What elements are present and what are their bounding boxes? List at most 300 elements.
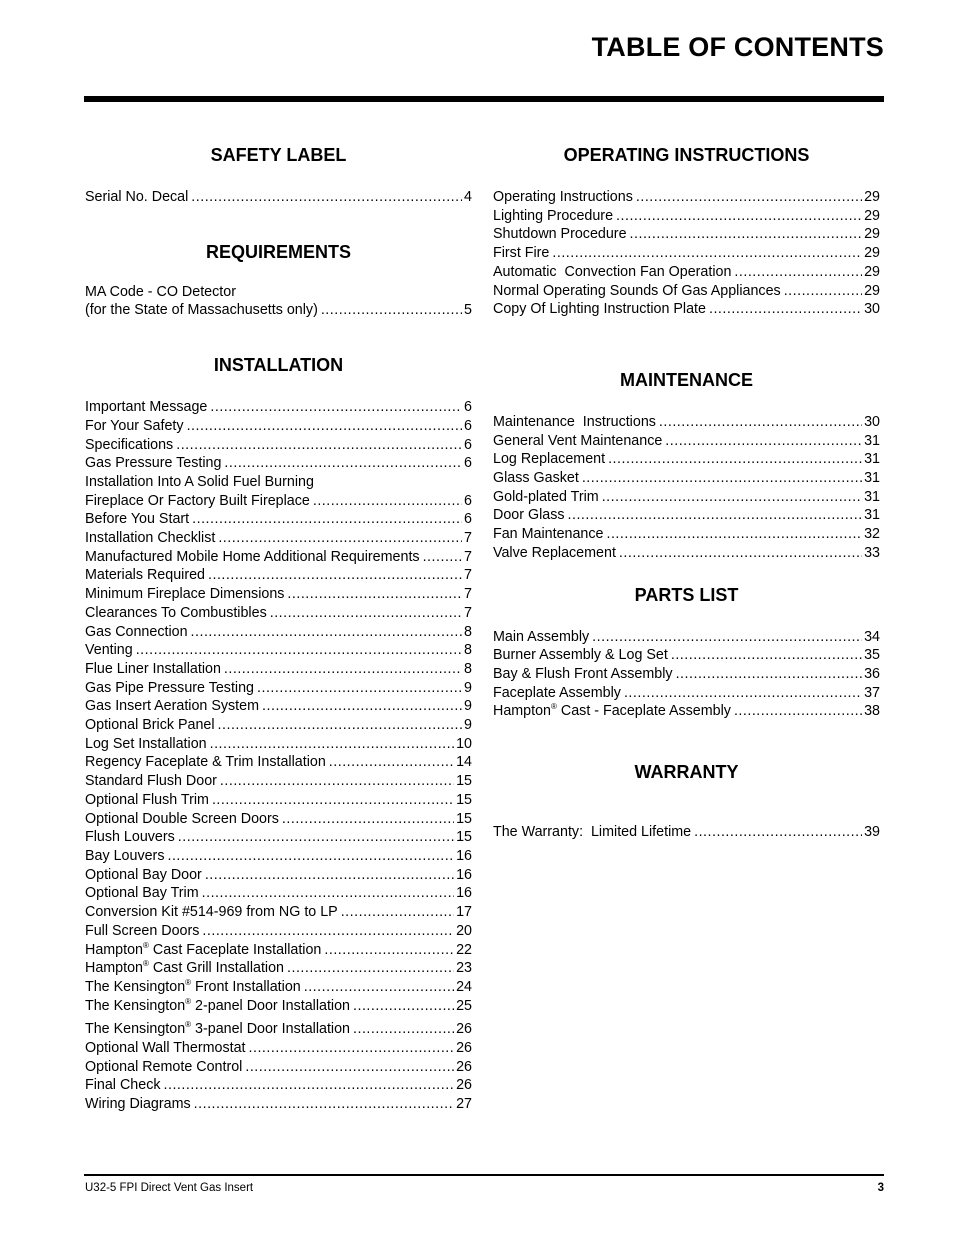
toc-entry[interactable] (493, 432, 880, 451)
toc-entry-title-text: Main Assembly (493, 628, 590, 645)
toc-entry-title-text: Normal Operating Sounds Of Gas Appliances (493, 282, 781, 299)
toc-entry-page: 8 (464, 642, 472, 659)
toc-entry-title (85, 679, 254, 698)
toc-entry-title (85, 417, 184, 436)
toc-entry-page: 35 (864, 647, 880, 664)
toc-entry[interactable] (493, 450, 880, 469)
toc-entry-title-text: Optional Remote Control (85, 1058, 243, 1075)
toc-entry-title (493, 684, 621, 703)
section-requirements (85, 237, 472, 320)
dot-leader (321, 301, 462, 320)
toc-entry-title-text: Faceplate Assembly (493, 684, 621, 701)
toc-entry-title (493, 413, 656, 432)
toc-entry-title (85, 772, 217, 791)
toc-entry-page: 10 (456, 735, 472, 752)
toc-entry-page: 25 (456, 997, 472, 1014)
toc-entry-page: 7 (464, 530, 472, 547)
toc-entry[interactable] (85, 398, 472, 417)
toc-entry-page: 14 (456, 754, 472, 771)
toc-entry-title (85, 660, 221, 679)
section-installation (85, 350, 472, 1114)
toc-entry-page: 6 (464, 399, 472, 416)
toc-entry-title-text: Final Check (85, 1077, 161, 1094)
toc-entry[interactable] (85, 529, 472, 548)
toc-entry-page: 26 (456, 1040, 472, 1057)
dot-leader (167, 847, 454, 866)
toc-entry[interactable] (493, 684, 880, 703)
toc-entry-title (85, 716, 215, 735)
toc-entry[interactable] (85, 1095, 472, 1114)
toc-entry-page: 34 (864, 628, 880, 645)
toc-entry[interactable] (85, 828, 472, 847)
toc-entry-title-text: Hampton (493, 703, 552, 720)
toc-entry[interactable] (493, 506, 880, 525)
toc-entry-title-rest: 2-panel Door Installation (191, 997, 351, 1014)
toc-list (85, 398, 472, 1114)
toc-entry-page: 15 (456, 791, 472, 808)
toc-entry (85, 473, 472, 492)
toc-entry-title-text: Optional Bay Door (85, 866, 202, 883)
dot-leader (262, 697, 462, 716)
toc-entry-page: 6 (464, 417, 472, 434)
toc-entry-title-text: Installation Into A Solid Fuel Burning (85, 473, 314, 490)
toc-entry-page: 22 (456, 941, 472, 958)
dot-leader (224, 454, 462, 473)
toc-entry-page: 31 (864, 432, 880, 449)
toc-entry-title-text: For Your Safety (85, 417, 184, 434)
registered-mark: ® (143, 940, 149, 950)
toc-entry-title (493, 282, 781, 301)
dot-leader (245, 1058, 454, 1077)
toc-entry-title-text: The Kensington (85, 997, 186, 1014)
toc-entry-title (85, 1058, 242, 1077)
toc-entry[interactable] (85, 1076, 472, 1095)
toc-entry[interactable] (85, 716, 472, 735)
toc-entry-page: 29 (864, 282, 880, 299)
toc-entry-title-text: Optional Flush Trim (85, 791, 209, 808)
toc-entry-title (85, 529, 215, 548)
footer-doc-name: U32-5 FPI Direct Vent Gas Insert (85, 1182, 254, 1194)
toc-entry-text: MA Code - CO Detector (85, 283, 236, 300)
toc-entry-page: 7 (464, 548, 472, 565)
toc-entry-page: 17 (456, 904, 472, 921)
dot-leader (616, 207, 862, 226)
toc-entry[interactable] (85, 417, 472, 436)
dot-leader (212, 791, 454, 810)
dot-leader (304, 978, 454, 997)
toc-entry-title-text: Log Set Installation (85, 735, 207, 752)
toc-entry-title-text: Installation Checklist (85, 530, 216, 547)
toc-entry-title-text: Bay Louvers (85, 847, 165, 864)
toc-entry-page: 29 (864, 263, 880, 280)
toc-list (493, 823, 880, 842)
toc-entry[interactable] (493, 544, 880, 563)
registered-mark: ® (143, 959, 149, 969)
toc-entry[interactable] (85, 922, 472, 941)
toc-entry-title (493, 244, 549, 263)
toc-entry[interactable] (493, 646, 880, 665)
toc-entry-title-text: Log Replacement (493, 451, 606, 468)
toc-entry-title-text: Operating Instructions (493, 189, 633, 205)
dot-leader (353, 1020, 454, 1039)
dot-leader (592, 628, 862, 647)
toc-entry-title (493, 225, 627, 244)
toc-entry-title-text: Manufactured Mobile Home Additional Requirements (85, 548, 420, 565)
toc-entry-title (85, 548, 420, 567)
toc-entry-title (85, 978, 301, 997)
toc-entry-title-rest: 3-panel Door Installation (191, 1021, 351, 1038)
toc-entry-title-text: Fan Maintenance (493, 526, 604, 543)
page-title: TABLE OF CONTENTS (591, 32, 884, 62)
dot-leader (210, 398, 462, 417)
toc-entry-title-text: Hampton (85, 960, 144, 977)
dot-leader (734, 702, 862, 721)
registered-mark: ® (185, 978, 192, 988)
dot-leader (136, 641, 462, 660)
dot-leader (619, 544, 862, 563)
dot-leader (208, 566, 462, 585)
toc-entry-page: 6 (464, 455, 472, 472)
dot-leader (164, 1076, 455, 1095)
toc-entry-title-text: Copy Of Lighting Instruction Plate (493, 301, 706, 318)
toc-entry[interactable] (85, 585, 472, 604)
dot-leader (224, 660, 462, 679)
toc-entry[interactable] (85, 697, 472, 716)
toc-entry-title (85, 791, 209, 810)
toc-entry-page: 29 (864, 245, 880, 262)
toc-entry-title-text: Gas Pipe Pressure Testing (85, 679, 255, 696)
dot-leader (194, 1095, 454, 1114)
toc-entry-title (493, 450, 605, 469)
toc-entry-title-text: Fireplace Or Factory Built Fireplace (85, 492, 310, 509)
toc-entry[interactable] (85, 1058, 472, 1077)
section-heading: INSTALLATION (213, 355, 344, 376)
toc-entry[interactable] (85, 679, 472, 698)
toc-entry-title (85, 566, 205, 585)
toc-entry-title (85, 1020, 350, 1039)
toc-list (85, 188, 472, 207)
toc-entry-page: 4 (464, 189, 472, 205)
toc-entry-title-text: Gas Pressure Testing (85, 455, 222, 472)
toc-entry-page: 37 (864, 684, 880, 701)
section-heading: SAFETY LABEL (210, 145, 347, 165)
toc-entry[interactable] (85, 997, 472, 1016)
toc-entry-page: 6 (464, 492, 472, 509)
dot-leader (324, 941, 454, 960)
toc-entry-title (85, 1076, 161, 1095)
toc-entry[interactable] (493, 665, 880, 684)
section-heading: PARTS LIST (634, 584, 739, 605)
section-heading: MAINTENANCE (620, 369, 753, 390)
dot-leader (423, 548, 462, 567)
dot-leader (353, 997, 454, 1016)
toc-entry-title-rest: Cast Grill Installation (148, 960, 284, 977)
toc-entry-title-text: Standard Flush Door (85, 773, 217, 790)
footer-rule (84, 1174, 884, 1176)
toc-entry-title (493, 823, 691, 842)
registered-mark: ® (551, 702, 557, 712)
toc-entry[interactable] (85, 810, 472, 829)
toc-entry[interactable] (85, 436, 472, 455)
toc-entry[interactable] (85, 978, 472, 997)
toc-entry-title (85, 436, 173, 455)
dot-leader (287, 585, 462, 604)
toc-entry[interactable] (493, 413, 880, 432)
toc-list (493, 628, 880, 722)
header-rule (84, 96, 884, 102)
toc-entry-title (493, 544, 616, 563)
toc-entry[interactable] (85, 660, 472, 679)
toc-entry-page: 15 (456, 829, 472, 846)
toc-entry-title-rest: Cast Faceplate Installation (148, 941, 322, 958)
dot-leader (694, 823, 862, 842)
dot-leader (568, 506, 863, 525)
toc-entry-title (493, 432, 662, 451)
toc-entry-title-text: General Vent Maintenance (493, 432, 663, 449)
toc-entry-title (493, 488, 599, 507)
toc-entry-title-text: First Fire (493, 245, 550, 262)
toc-entry-title (85, 959, 284, 978)
registered-mark: ® (185, 996, 192, 1006)
right-column (493, 140, 880, 842)
footer-page-number: 3 (877, 1182, 884, 1194)
toc-entry[interactable] (493, 702, 880, 721)
toc-entry-page: 7 (464, 567, 472, 584)
toc-entry-page: 31 (864, 470, 880, 487)
dot-leader (630, 225, 863, 244)
toc-entry-title (85, 735, 207, 754)
toc-entry[interactable] (85, 454, 472, 473)
dot-leader (218, 529, 462, 548)
toc-entry-title-text: Wiring Diagrams (85, 1096, 191, 1113)
toc-entry-title (85, 585, 284, 604)
dot-leader (659, 413, 862, 432)
toc-entry-title-text: Optional Brick Panel (85, 717, 215, 734)
section-maintenance (493, 365, 880, 563)
toc-entry-title-text: Gas Connection (85, 623, 188, 640)
toc-entry-title-text: Optional Double Screen Doors (85, 810, 279, 827)
toc-entry-page: 24 (456, 978, 472, 995)
toc-entry[interactable] (85, 847, 472, 866)
toc-entry-title-text: Full Screen Doors (85, 922, 200, 939)
toc-entry[interactable] (493, 469, 880, 488)
toc-entry-title (85, 492, 310, 511)
toc-entry-page: 26 (456, 1077, 472, 1094)
toc-entry[interactable] (493, 823, 880, 842)
toc-entry[interactable] (85, 641, 472, 660)
toc-entry-title-text: Materials Required (85, 567, 205, 584)
toc-entry[interactable] (493, 188, 880, 207)
toc-entry-title-text: Flush Louvers (85, 829, 175, 846)
toc-entry[interactable] (493, 628, 880, 647)
toc-entry[interactable] (85, 772, 472, 791)
toc-entry[interactable] (85, 566, 472, 585)
dot-leader (676, 665, 863, 684)
toc-entry[interactable] (85, 301, 472, 320)
toc-entry-page: 15 (456, 810, 472, 827)
toc-entry-title-text: Gas Insert Aeration System (85, 698, 260, 715)
toc-entry-page: 39 (864, 824, 880, 841)
dot-leader (220, 772, 454, 791)
toc-entry-title (85, 847, 164, 866)
toc-entry-title-text: Before You Start (85, 511, 190, 528)
toc-entry-page: 31 (864, 451, 880, 468)
dot-leader (709, 300, 862, 319)
toc-entry-title-text: Door Glass (493, 507, 565, 524)
toc-entry[interactable] (85, 623, 472, 642)
dot-leader (257, 679, 462, 698)
toc-entry-title (85, 922, 199, 941)
toc-entry[interactable] (85, 903, 472, 922)
toc-entry-page: 31 (864, 488, 880, 505)
dot-leader (734, 263, 862, 282)
toc-entry[interactable] (85, 959, 472, 978)
toc-entry-title (493, 665, 673, 684)
toc-entry-title (493, 300, 706, 319)
toc-entry[interactable] (85, 548, 472, 567)
dot-leader (210, 735, 454, 754)
toc-entry-title (85, 903, 338, 922)
toc-entry-title (85, 641, 133, 660)
toc-entry[interactable] (85, 604, 472, 623)
toc-entry-title-text: Hampton (85, 941, 144, 958)
toc-entry-title (85, 753, 326, 772)
toc-entry[interactable] (493, 282, 880, 301)
toc-entry-title-text: Minimum Fireplace Dimensions (85, 586, 285, 603)
toc-entry[interactable] (493, 263, 880, 282)
toc-entry-page: 9 (464, 717, 472, 734)
toc-entry-title-text: Optional Bay Trim (85, 885, 199, 902)
toc-entry-page: 29 (864, 189, 880, 205)
toc-entry-page: 20 (456, 922, 472, 939)
toc-entry[interactable] (85, 492, 472, 511)
section-parts-list (493, 580, 880, 722)
toc-entry-title (85, 697, 259, 716)
toc-entry-title-text: Venting (85, 642, 133, 659)
dot-leader (270, 604, 462, 623)
toc-entry[interactable] (85, 188, 472, 207)
toc-entry-page: 9 (464, 698, 472, 715)
dot-leader (329, 753, 454, 772)
dot-leader (187, 417, 462, 436)
toc-entry[interactable] (85, 753, 472, 772)
toc-entry-page: 33 (864, 544, 880, 561)
dot-leader (608, 450, 862, 469)
toc-entry-page: 29 (864, 226, 880, 243)
dot-leader (178, 828, 454, 847)
toc-entry[interactable] (85, 1039, 472, 1058)
toc-entry-title-text: Bay & Flush Front Assembly (493, 665, 673, 682)
toc-entry-page: 26 (456, 1021, 472, 1038)
dot-leader (624, 684, 862, 703)
toc-entry-title (85, 454, 221, 473)
toc-entry[interactable] (85, 884, 472, 903)
dot-leader (784, 282, 862, 301)
toc-entry-title (85, 398, 207, 417)
toc-entry-title-text: The Kensington (85, 978, 186, 995)
toc-entry-title (493, 702, 731, 721)
toc-entry-page: 23 (456, 960, 472, 977)
toc-entry-title-text: Important Message (85, 399, 208, 416)
dot-leader (205, 866, 454, 885)
toc-entry[interactable] (85, 1020, 472, 1039)
dot-leader (313, 492, 462, 511)
toc-entry-title (493, 506, 565, 525)
toc-entry-page: 38 (864, 703, 880, 720)
toc-entry[interactable] (493, 488, 880, 507)
toc-entry[interactable] (493, 225, 880, 244)
toc-entry-page: 6 (464, 511, 472, 528)
toc-entry-title (493, 628, 589, 647)
dot-leader (191, 188, 462, 207)
left-column (85, 140, 472, 1114)
toc-entry-title (493, 263, 731, 282)
toc-list (493, 413, 880, 563)
dot-leader (218, 716, 463, 735)
toc-entry[interactable] (85, 791, 472, 810)
toc-entry-title-text: Lighting Procedure (493, 207, 614, 224)
toc-entry-title-text: Conversion Kit #514-969 from NG to LP (85, 904, 338, 921)
toc-entry-page: 16 (456, 885, 472, 902)
toc-entry-page: 26 (456, 1058, 472, 1075)
toc-entry[interactable] (85, 735, 472, 754)
section-warranty (493, 757, 880, 842)
toc-entry[interactable] (493, 244, 880, 263)
toc-entry-title (493, 525, 603, 544)
dot-leader (282, 810, 454, 829)
toc-entry[interactable] (493, 525, 880, 544)
toc-entry-title-text: The Kensington (85, 1021, 186, 1038)
toc-entry-title (85, 828, 175, 847)
toc-entry-title-text: Maintenance Instructions (493, 413, 656, 430)
section-operating-instructions (493, 140, 880, 319)
toc-entry[interactable] (85, 866, 472, 885)
dot-leader (191, 623, 463, 642)
toc-entry-title-text: Flue Liner Installation (85, 660, 221, 677)
toc-entry-title (493, 469, 579, 488)
toc-entry-page: 7 (464, 604, 472, 621)
toc-entry-title (85, 473, 314, 492)
toc-entry-title (85, 623, 188, 642)
section-heading: WARRANTY (634, 762, 739, 783)
dot-leader (665, 432, 862, 451)
toc-entry-title-text: Gold-plated Trim (493, 488, 599, 505)
section-safety-label (85, 140, 472, 207)
toc-entry-title-text: Regency Faceplate & Trim Installation (85, 754, 326, 771)
toc-entry[interactable] (493, 300, 880, 319)
toc-entry-page: 6 (464, 436, 472, 453)
toc-entry-title (85, 941, 321, 960)
toc-entry-title (493, 646, 668, 665)
toc-entry[interactable] (85, 941, 472, 960)
toc-entry-title (85, 1095, 191, 1114)
dot-leader (249, 1039, 455, 1058)
section-heading: OPERATING INSTRUCTIONS (563, 145, 810, 165)
toc-entry-page: 15 (456, 773, 472, 790)
toc-entry-title (85, 997, 350, 1016)
dot-leader (606, 525, 862, 544)
toc-entry-page: 32 (864, 526, 880, 543)
toc-entry-title-text: Serial No. Decal (85, 189, 189, 205)
toc-entry-page: 30 (864, 301, 880, 318)
toc-entry[interactable] (85, 510, 472, 529)
dot-leader (202, 922, 454, 941)
toc-entry-page: 7 (464, 586, 472, 603)
toc-entry[interactable] (493, 207, 880, 226)
toc-entry-page: 9 (464, 679, 472, 696)
toc-entry-title (85, 866, 202, 885)
toc-entry-title-text: Shutdown Procedure (493, 226, 627, 243)
